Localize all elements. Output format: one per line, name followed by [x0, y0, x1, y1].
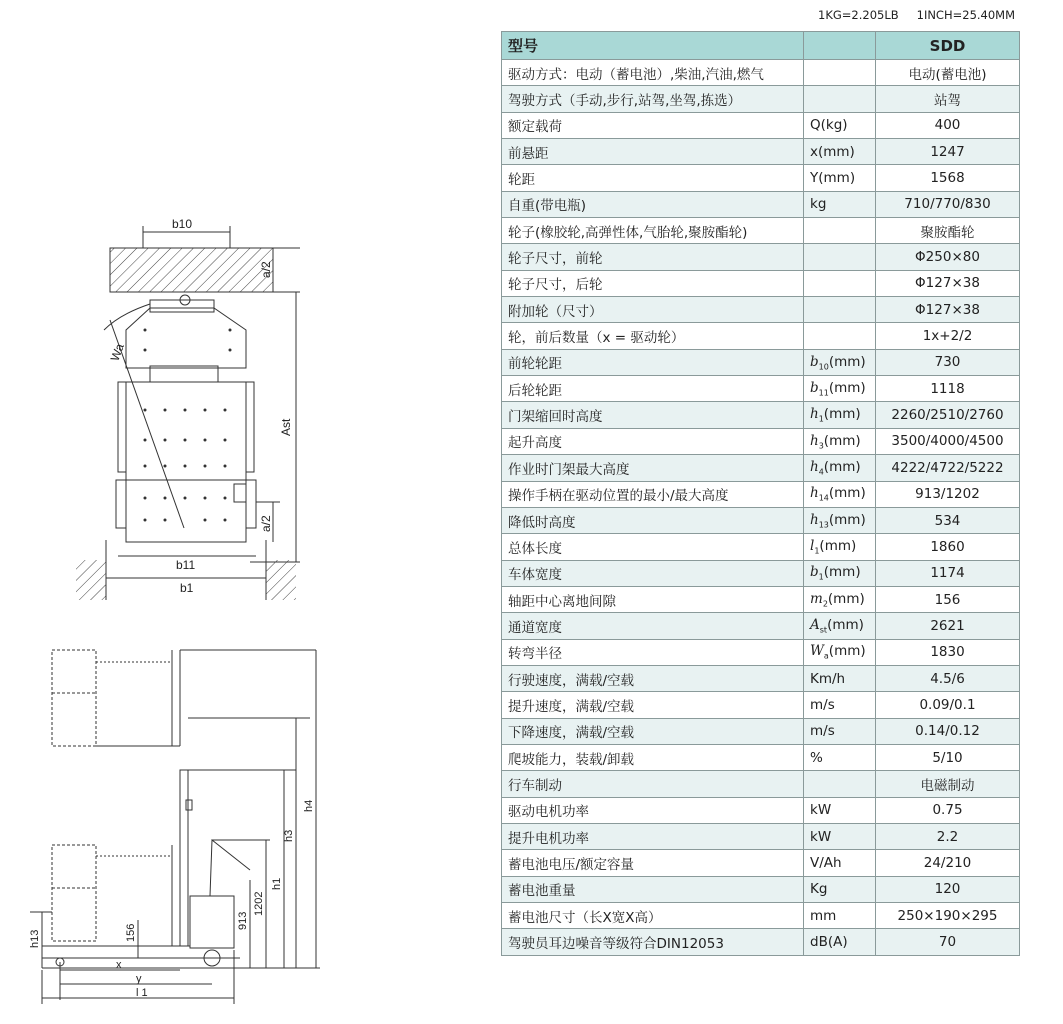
row-value: 1568: [876, 165, 1020, 191]
row-value: 1830: [876, 639, 1020, 665]
table-row: [502, 507, 1020, 533]
row-value: 120: [876, 876, 1020, 902]
row-label: 轮子尺寸，后轮: [502, 270, 804, 296]
row-label: 门架缩回时高度: [502, 402, 804, 428]
label-b10: b10: [172, 217, 193, 231]
header-model: SDD: [876, 32, 1020, 60]
table-row: [502, 850, 1020, 876]
row-label: 轴距中心离地间隙: [502, 586, 804, 612]
row-label: 蓄电池重量: [502, 876, 804, 902]
table-row: [502, 218, 1020, 244]
row-value: 2621: [876, 613, 1020, 639]
conversion-kg: 1KG=2.205LB: [818, 8, 899, 22]
unit-symbol: h: [810, 406, 819, 423]
row-unit: kW: [804, 823, 876, 849]
row-unit: [804, 323, 876, 349]
row-unit: dB(A): [804, 929, 876, 955]
row-value: 730: [876, 349, 1020, 375]
table-row: [502, 797, 1020, 823]
row-label: 下降速度，满载/空载: [502, 718, 804, 744]
row-label: 总体长度: [502, 534, 804, 560]
table-row: [502, 428, 1020, 454]
unit-suffix: (mm): [828, 353, 866, 370]
unit-suffix: (mm): [827, 590, 865, 607]
row-unit: [804, 244, 876, 270]
table-row: [502, 349, 1020, 375]
row-value: 534: [876, 507, 1020, 533]
row-value: 2.2: [876, 823, 1020, 849]
label-h3: h3: [283, 829, 295, 842]
table-row: [502, 376, 1020, 402]
table-row: [502, 823, 1020, 849]
row-value: 电磁制动: [876, 771, 1020, 797]
row-label: 起升高度: [502, 428, 804, 454]
table-row: [502, 60, 1020, 86]
row-value: 5/10: [876, 744, 1020, 770]
table-row: [502, 744, 1020, 770]
unit-subscript: 3: [818, 441, 824, 451]
row-label: 额定载荷: [502, 112, 804, 138]
row-value: 3500/4000/4500: [876, 428, 1020, 454]
table-row: [502, 112, 1020, 138]
row-value: 4222/4722/5222: [876, 455, 1020, 481]
spec-table: [501, 31, 1020, 956]
unit-suffix: (mm): [823, 406, 861, 423]
unit-suffix: (mm): [827, 617, 864, 634]
table-row: [502, 191, 1020, 217]
row-value: 聚胺酯轮: [876, 218, 1020, 244]
label-h4: h4: [303, 799, 315, 812]
table-row: [502, 297, 1020, 323]
header-label: 型号: [502, 32, 804, 60]
unit-suffix: (mm): [819, 538, 857, 555]
row-label: 行驶速度，满载/空载: [502, 665, 804, 691]
row-value: 0.75: [876, 797, 1020, 823]
unit-symbol: W: [810, 643, 824, 660]
label-x: x: [116, 959, 122, 971]
row-label: 蓄电池尺寸（长X宽X高）: [502, 903, 804, 929]
row-value: Φ127×38: [876, 270, 1020, 296]
row-label: 提升电机功率: [502, 823, 804, 849]
conversion-inch: 1INCH=25.40MM: [916, 8, 1016, 22]
row-value: 站驾: [876, 86, 1020, 112]
row-unit: [804, 218, 876, 244]
table-row: [502, 639, 1020, 665]
unit-symbol: l: [810, 538, 815, 555]
row-value: 710/770/830: [876, 191, 1020, 217]
row-unit: [804, 586, 876, 612]
unit-subscript: 1: [818, 414, 824, 424]
row-label: 车体宽度: [502, 560, 804, 586]
table-row: [502, 86, 1020, 112]
row-label: 降低时高度: [502, 507, 804, 533]
table-row: [502, 270, 1020, 296]
row-label: 行车制动: [502, 771, 804, 797]
row-unit: [804, 507, 876, 533]
row-unit: [804, 534, 876, 560]
row-value: 913/1202: [876, 481, 1020, 507]
table-row: [502, 665, 1020, 691]
row-value: 400: [876, 112, 1020, 138]
row-label: 转弯半径: [502, 639, 804, 665]
side-view: [30, 650, 320, 1004]
row-unit: m/s: [804, 718, 876, 744]
table-row: [502, 455, 1020, 481]
row-unit: [804, 270, 876, 296]
header-unit: [804, 32, 876, 60]
row-unit: [804, 613, 876, 639]
row-value: 2260/2510/2760: [876, 402, 1020, 428]
row-label: 爬坡能力，装载/卸载: [502, 744, 804, 770]
row-unit: [804, 86, 876, 112]
table-row: [502, 613, 1020, 639]
row-unit: [804, 639, 876, 665]
row-label: 轮，前后数量（x = 驱动轮）: [502, 323, 804, 349]
unit-suffix: (mm): [828, 379, 866, 396]
label-b11: b11: [176, 558, 196, 572]
label-913: 913: [237, 911, 249, 930]
unit-subscript: 11: [818, 388, 829, 398]
pallet-block: [110, 248, 273, 292]
unit-symbol: h: [810, 485, 819, 502]
row-unit: Km/h: [804, 665, 876, 691]
row-unit: %: [804, 744, 876, 770]
row-label: 轮子尺寸，前轮: [502, 244, 804, 270]
table-row: [502, 560, 1020, 586]
row-value: Φ250×80: [876, 244, 1020, 270]
label-l1: l 1: [136, 987, 148, 999]
row-unit: [804, 376, 876, 402]
row-unit: [804, 402, 876, 428]
table-row: [502, 244, 1020, 270]
row-value: 156: [876, 586, 1020, 612]
row-value: Φ127×38: [876, 297, 1020, 323]
row-unit: x(mm): [804, 139, 876, 165]
row-unit: [804, 771, 876, 797]
unit-suffix: (mm): [828, 511, 866, 528]
label-1202: 1202: [253, 891, 265, 916]
row-value: 1x+2/2: [876, 323, 1020, 349]
row-value: 1118: [876, 376, 1020, 402]
row-value: 4.5/6: [876, 665, 1020, 691]
row-label: 驾驶员耳边噪音等级符合DIN12053: [502, 929, 804, 955]
technical-drawings: [0, 0, 500, 1024]
row-label: 提升速度，满载/空载: [502, 692, 804, 718]
label-y: y: [136, 973, 142, 985]
row-unit: V/Ah: [804, 850, 876, 876]
row-label: 蓄电池电压/额定容量: [502, 850, 804, 876]
unit-suffix: (mm): [823, 432, 861, 449]
label-156: 156: [125, 923, 137, 942]
row-unit: Y(mm): [804, 165, 876, 191]
unit-subscript: 2: [822, 599, 828, 609]
table-row: [502, 323, 1020, 349]
table-row: [502, 481, 1020, 507]
row-unit: kg: [804, 191, 876, 217]
unit-subscript: 14: [818, 494, 829, 504]
unit-subscript: 1: [814, 546, 820, 556]
row-value: 电动(蓄电池): [876, 60, 1020, 86]
row-label: 驱动电机功率: [502, 797, 804, 823]
row-value: 250×190×295: [876, 903, 1020, 929]
label-a2-bottom: a/2: [259, 515, 273, 532]
table-row: [502, 139, 1020, 165]
row-label: 后轮轮距: [502, 376, 804, 402]
row-unit: Kg: [804, 876, 876, 902]
unit-symbol: h: [810, 432, 819, 449]
row-label: 驱动方式：电动（蓄电池）,柴油,汽油,燃气: [502, 60, 804, 86]
row-label: 驾驶方式（手动,步行,站驾,坐驾,拣选）: [502, 86, 804, 112]
unit-suffix: (mm): [823, 564, 861, 581]
row-value: 1174: [876, 560, 1020, 586]
unit-symbol: A: [810, 617, 820, 634]
row-unit: Q(kg): [804, 112, 876, 138]
row-label: 作业时门架最大高度: [502, 455, 804, 481]
table-header: [502, 32, 1020, 60]
table-row: [502, 165, 1020, 191]
row-unit: [804, 455, 876, 481]
row-label: 前轮轮距: [502, 349, 804, 375]
row-value: 70: [876, 929, 1020, 955]
unit-subscript: 4: [818, 467, 824, 477]
unit-symbol: b: [810, 353, 819, 370]
row-label: 操作手柄在驱动位置的最小/最大高度: [502, 481, 804, 507]
row-unit: [804, 349, 876, 375]
unit-suffix: (mm): [828, 485, 866, 502]
label-h1: h1: [271, 877, 283, 890]
unit-suffix: (mm): [823, 458, 861, 475]
unit-symbol: m: [810, 590, 823, 607]
unit-subscript: st: [819, 625, 828, 635]
table-row: [502, 903, 1020, 929]
row-unit: [804, 60, 876, 86]
row-value: 24/210: [876, 850, 1020, 876]
top-view: [76, 226, 300, 600]
row-unit: [804, 481, 876, 507]
label-h13: h13: [29, 929, 41, 948]
table-row: [502, 771, 1020, 797]
row-label: 前悬距: [502, 139, 804, 165]
row-unit: kW: [804, 797, 876, 823]
truck-body: [126, 382, 246, 542]
row-value: 0.14/0.12: [876, 718, 1020, 744]
label-wa: Wa: [107, 341, 127, 364]
unit-symbol: h: [810, 511, 819, 528]
table-row: [502, 692, 1020, 718]
unit-subscript: 10: [818, 362, 829, 372]
row-label: 附加轮（尺寸）: [502, 297, 804, 323]
label-ast: Ast: [279, 418, 293, 436]
unit-symbol: h: [810, 458, 819, 475]
table-row: [502, 876, 1020, 902]
table-row: [502, 929, 1020, 955]
row-unit: [804, 560, 876, 586]
table-row: [502, 534, 1020, 560]
unit-subscript: a: [823, 652, 829, 662]
table-row: [502, 402, 1020, 428]
row-value: 1860: [876, 534, 1020, 560]
rivet-pattern: [144, 329, 232, 522]
label-a2-top: a/2: [259, 261, 273, 278]
row-unit: [804, 428, 876, 454]
row-unit: [804, 297, 876, 323]
row-label: 轮距: [502, 165, 804, 191]
unit-symbol: b: [810, 379, 819, 396]
row-unit: mm: [804, 903, 876, 929]
unit-subscript: 1: [818, 573, 824, 583]
table-row: [502, 586, 1020, 612]
row-label: 轮子(橡胶轮,高弹性体,气胎轮,聚胺酯轮): [502, 218, 804, 244]
row-value: 1247: [876, 139, 1020, 165]
row-label: 自重(带电瓶): [502, 191, 804, 217]
unit-symbol: b: [810, 564, 819, 581]
unit-conversion: [818, 8, 1033, 22]
unit-subscript: 13: [818, 520, 829, 530]
row-unit: m/s: [804, 692, 876, 718]
table-row: [502, 718, 1020, 744]
row-value: 0.09/0.1: [876, 692, 1020, 718]
unit-suffix: (mm): [828, 643, 866, 660]
row-label: 通道宽度: [502, 613, 804, 639]
label-b1: b1: [180, 581, 194, 595]
